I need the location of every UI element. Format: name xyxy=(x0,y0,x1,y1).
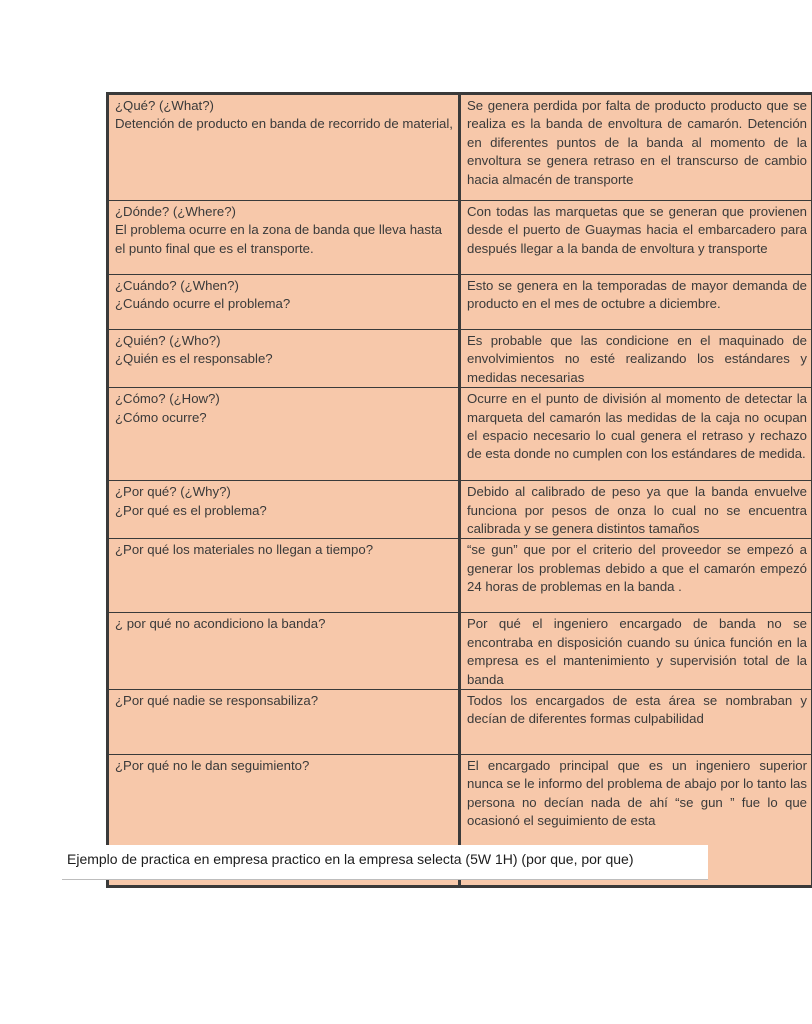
question-text: ¿Cómo ocurre? xyxy=(115,409,207,425)
answer-cell: Esto se genera en la temporadas de mayor demanda de producto en el mes de octubre a diciembre. xyxy=(460,275,812,330)
five-whys-table xyxy=(106,92,812,888)
table-row xyxy=(108,481,812,539)
answer-cell: Ocurre en el punto de división al momento de detectar la marqueta del camarón las medidas de la caja no ocupan el espacio necesario lo cual genera el retraso y rechazo de esta donde no cumplen con los estándares de medida. xyxy=(460,388,812,481)
answer-cell: Con todas las marquetas que se generan que provienen desde el puerto de Guaymas hacia el embarcadero para después llegar a la banda de envoltura y transporte xyxy=(460,201,812,275)
table-row xyxy=(108,388,812,481)
question-cell xyxy=(108,613,460,690)
answer-cell: El encargado principal que es un ingeniero superior nunca se le informo del problema de abajo por lo tanto las persona no decían nada de ahí “se gun ” fue lo que ocasionó el seguimiento de esta xyxy=(460,755,812,887)
question-cell xyxy=(108,94,460,201)
question-title: ¿Por qué no le dan seguimiento? xyxy=(115,758,310,774)
question-text: ¿Por qué es el problema? xyxy=(115,502,267,518)
question-cell xyxy=(108,481,460,539)
question-cell xyxy=(108,330,460,388)
table-row xyxy=(108,275,812,330)
answer-cell: Debido al calibrado de peso ya que la banda envuelve funciona por pesos de onza lo cual no se encuentra calibrada y se genera distintos tamaños xyxy=(460,481,812,539)
question-cell xyxy=(108,275,460,330)
answer-cell: Por qué el ingeniero encargado de banda no se encontraba en disposición cuando su única función en la empresa es el mantenimiento y supervisión total de la banda xyxy=(460,613,812,690)
question-title: ¿Cuándo? (¿When?) xyxy=(115,278,239,293)
question-cell xyxy=(108,690,460,755)
answer-cell: “se gun” que por el criterio del proveedor se empezó a generar los problemas debido a que el camarón empezó 24 horas de problemas en la banda . xyxy=(460,539,812,613)
question-title: ¿Por qué? (¿Why?) xyxy=(115,484,231,500)
question-title: ¿ por qué no acondiciono la banda? xyxy=(115,616,326,632)
table-row xyxy=(108,690,812,755)
question-text: Detención de producto en banda de recorrido de material, xyxy=(115,116,453,132)
question-title: ¿Dónde? (¿Where?) xyxy=(115,204,236,219)
question-text: ¿Cuándo ocurre el problema? xyxy=(115,296,291,312)
question-title: ¿Quién? (¿Who?) xyxy=(115,333,221,348)
answer-cell: Es probable que las condicione en el maquinado de envolvimientos no esté realizando los estándares y medidas necesarias xyxy=(460,330,812,388)
table-row xyxy=(108,330,812,388)
question-cell xyxy=(108,201,460,275)
table-row xyxy=(108,613,812,690)
table-row xyxy=(108,94,812,201)
table-row xyxy=(108,539,812,613)
question-cell xyxy=(108,539,460,613)
table-viewport xyxy=(106,92,807,880)
figure-caption: Ejemplo de practica en empresa practico en la empresa selecta (5W 1H) (por que, por que) xyxy=(62,845,708,880)
answer-cell: Todos los encargados de esta área se nombraban y decían de diferentes formas culpabilidad xyxy=(460,690,812,755)
table-row xyxy=(108,201,812,275)
question-title: ¿Por qué nadie se responsabiliza? xyxy=(115,693,319,709)
question-title: ¿Cómo? (¿How?) xyxy=(115,391,220,407)
question-title: ¿Por qué los materiales no llegan a tiempo? xyxy=(115,542,374,558)
answer-cell: Se genera perdida por falta de producto producto que se realiza es la banda de envoltura de camarón. Detención en diferentes puntos de la banda al momento de la envoltura se genera retraso en el transcurso de cambio hacia almacén de transporte xyxy=(460,94,812,201)
question-title: ¿Qué? (¿What?) xyxy=(115,98,214,113)
question-text: El problema ocurre en la zona de banda que lleva hasta el punto final que es el transporte. xyxy=(115,222,442,256)
question-text: ¿Quién es el responsable? xyxy=(115,351,273,367)
question-cell xyxy=(108,388,460,481)
